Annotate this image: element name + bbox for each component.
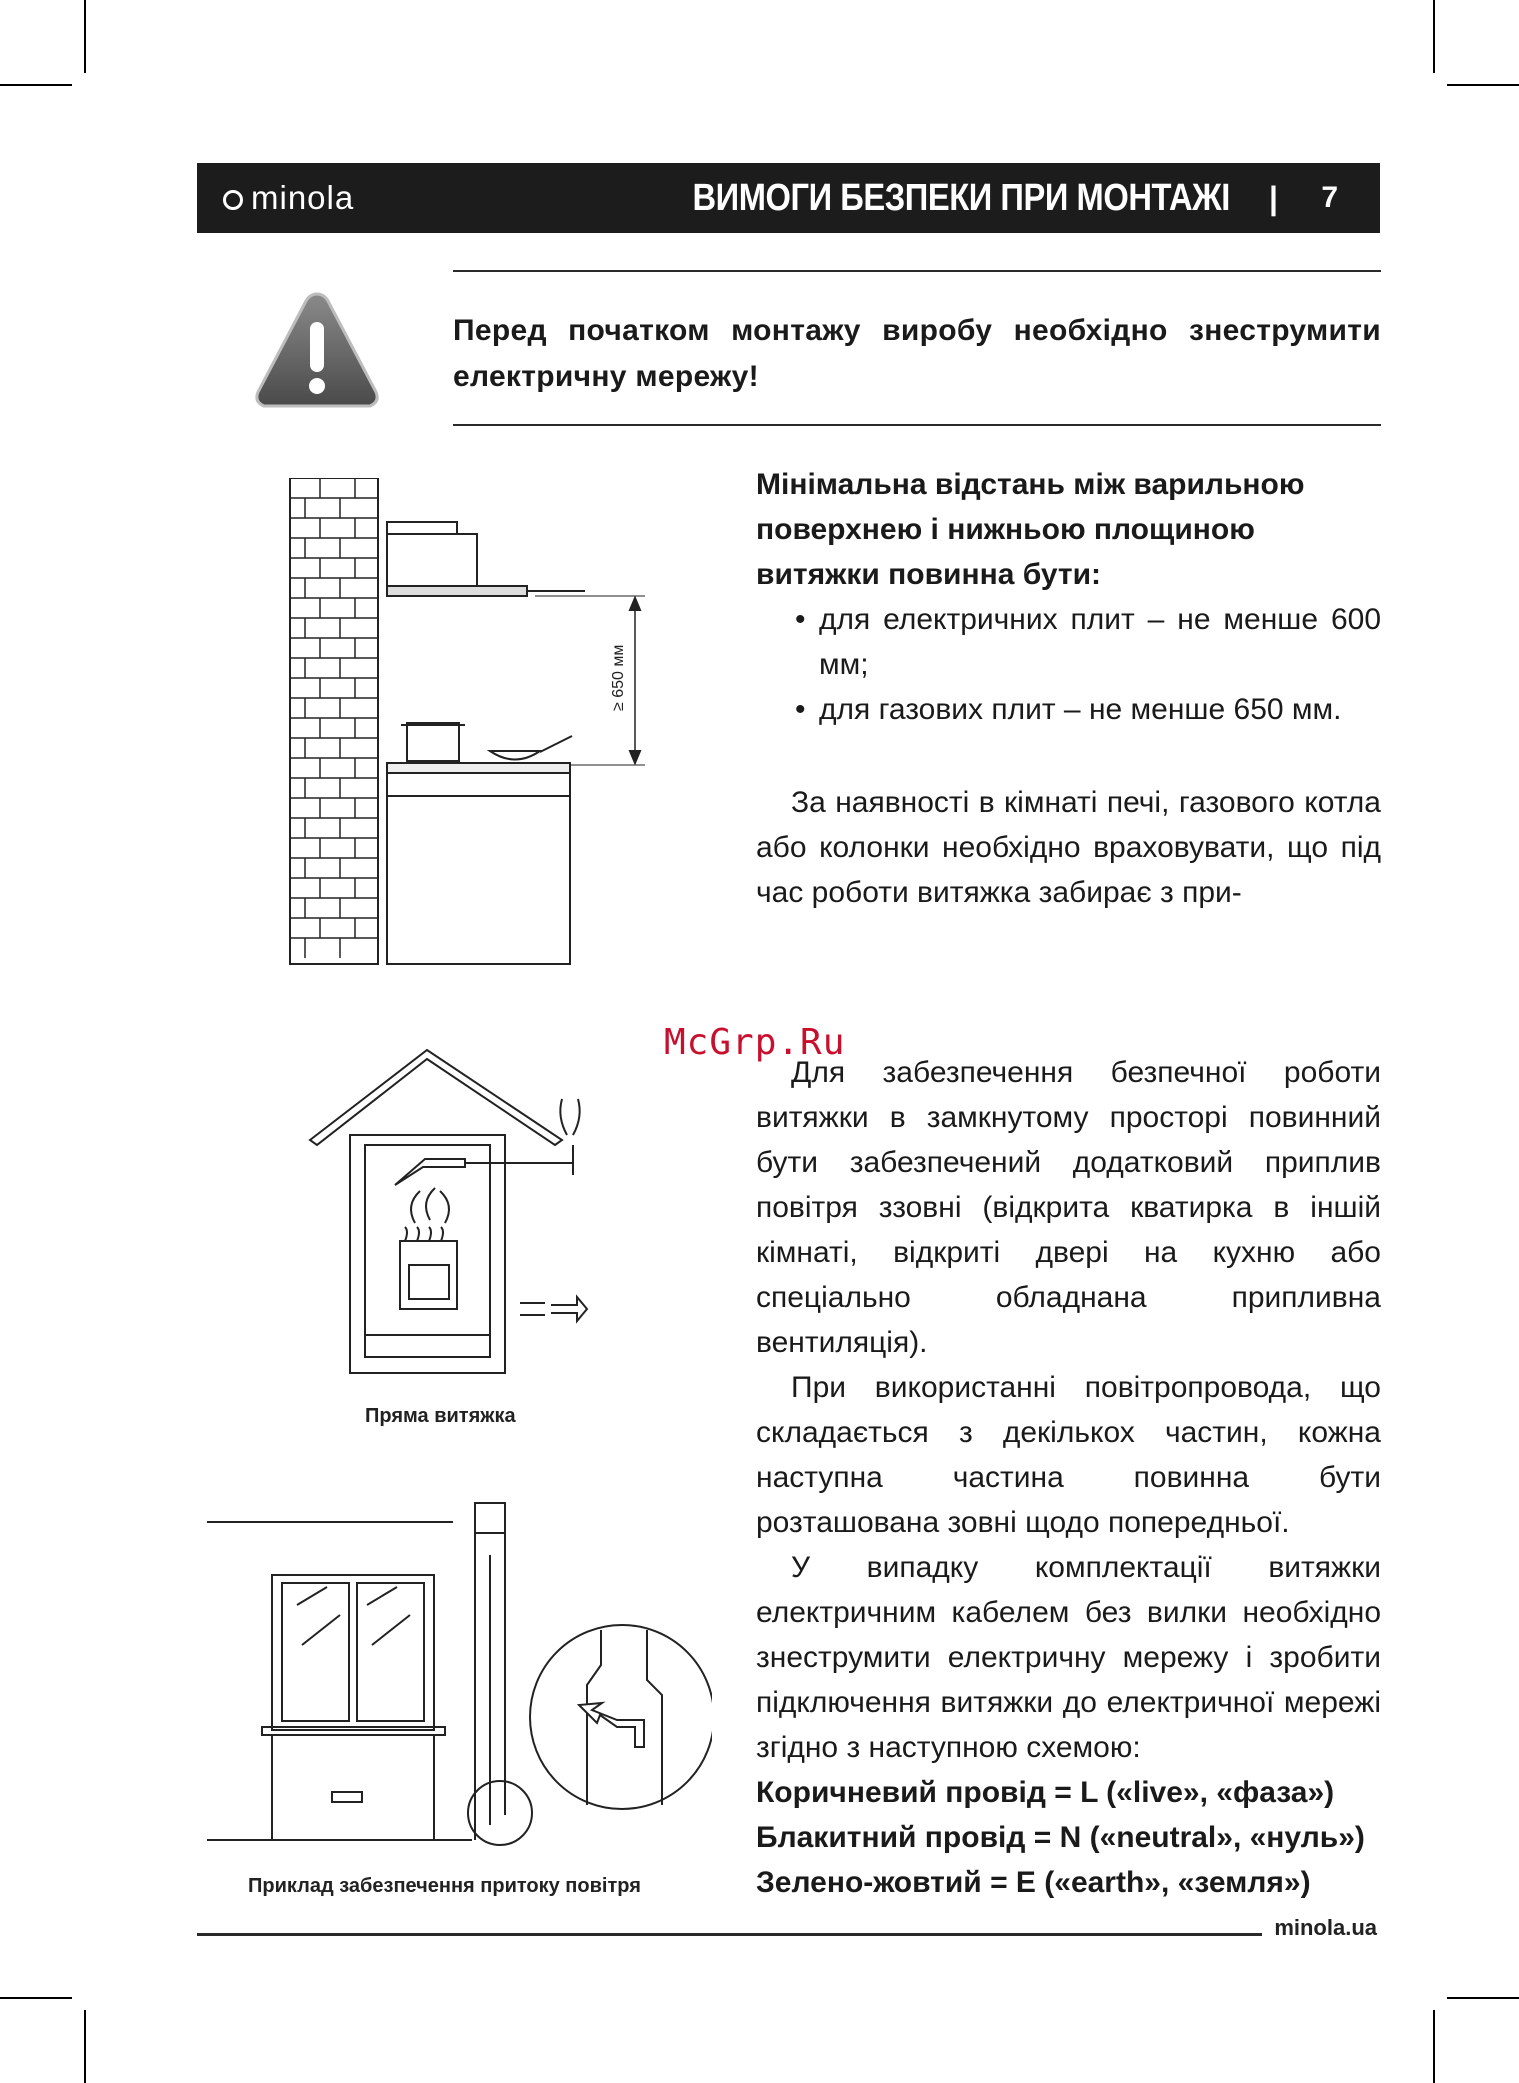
crop-mark [0, 84, 72, 86]
distance-heading: Мінімальна відстань між варильною поверхнею і нижньою площиною витяжки повинна бути: [756, 468, 1305, 591]
page-number: 7 [1321, 181, 1338, 214]
brand-mark-icon [223, 190, 243, 210]
paragraph-text: Для забезпечення безпечної роботи витяжки в замкнутому просторі повинний бути забезпечений додатковий приплив повітря ззовні (відкрита кватирка в іншій кімнаті, відкриті двері на кухню або спеціально обладнана припливна вентиляція). [756, 1056, 1381, 1359]
brand-name: minola [251, 179, 355, 216]
body-paragraph [756, 780, 1381, 915]
crop-mark [1433, 0, 1435, 73]
crop-mark [84, 0, 86, 73]
header-separator: | [1269, 180, 1278, 216]
paragraph-text: У випадку комплектації витяжки електричним кабелем без вилки необхідно знеструмити електричну мережу і зробити підключення витяжки до електричної мережі згідно з наступною схемою: [756, 1551, 1381, 1764]
watermark: McGrp.Ru [664, 1022, 846, 1063]
crop-mark [0, 1997, 72, 1999]
divider [453, 270, 1381, 272]
air-inflow-caption: Приклад забезпечення притоку повітря [248, 1875, 641, 1897]
crop-mark [1433, 2010, 1435, 2083]
footer-divider [197, 1933, 1262, 1936]
brand-logo [223, 163, 354, 233]
wiring-line: Зелено-жовтий = E («earth», «земля») [756, 1866, 1311, 1899]
wiring-scheme [756, 1770, 1381, 1905]
page-header [197, 163, 1380, 233]
distance-list [756, 597, 1381, 732]
wiring-line: Коричневий провід = L («live», «фаза») [756, 1776, 1335, 1809]
footer-site: minola.ua [1274, 1915, 1377, 1940]
list-item: • для електричних плит – не менше 600 мм; [801, 597, 1381, 687]
distance-section [756, 462, 1381, 732]
divider [453, 424, 1381, 426]
air-inflow-diagram [207, 1495, 712, 1850]
dimension-label: ≥ 650 мм [610, 644, 627, 711]
warning-text: Перед початком монтажу виробу необхідно знеструмити електричну мережу! [453, 314, 1381, 393]
list-item: • для газових плит – не менше 650 мм. [801, 687, 1381, 732]
paragraph-text: При використанні повітропровода, що складається з декількох частин, кожна наступна частина повинна бути розташована зовні щодо попередньої. [756, 1371, 1381, 1539]
paragraph-text: За наявності в кімнаті печі, газового котла або колонки необхідно враховувати, що під час роботи витяжка забирає з при- [756, 786, 1381, 909]
page-title: ВИМОГИ БЕЗПЕКИ ПРИ МОНТАЖІ [692, 177, 1230, 219]
crop-mark [1447, 84, 1519, 86]
hood-distance-diagram [285, 478, 655, 968]
wiring-line: Блакитний провід = N («neutral», «нуль») [756, 1821, 1365, 1854]
direct-hood-caption: Пряма витяжка [365, 1405, 516, 1427]
warning-triangle-icon [252, 288, 382, 416]
body-section [756, 1050, 1381, 1770]
crop-mark [1447, 1997, 1519, 1999]
direct-hood-diagram [305, 1045, 625, 1380]
crop-mark [84, 2010, 86, 2083]
